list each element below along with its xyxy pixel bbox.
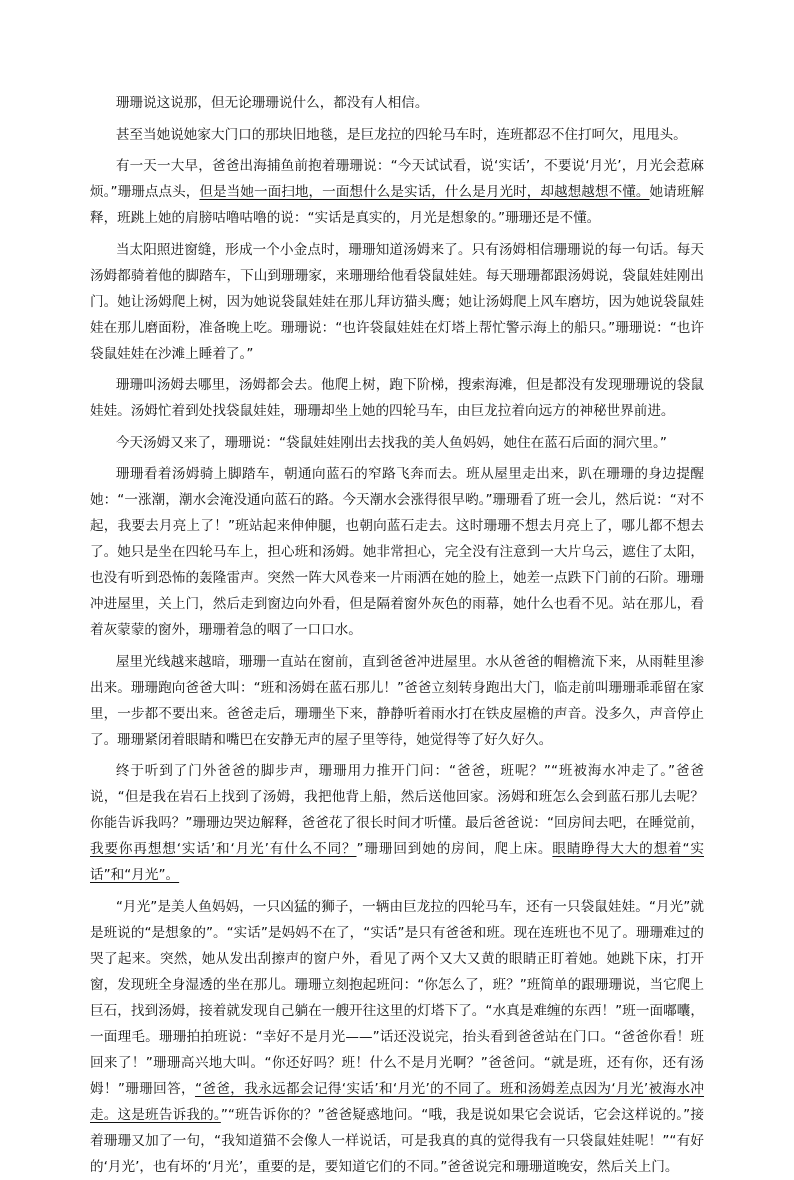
paragraph-text: 屋里光线越来越暗，珊珊一直站在窗前，直到爸爸冲进屋里。水从爸爸的帽檐流下来，从雨鞋里渗出来。珊珊跑向爸爸大叫：“班和汤姆在蓝石那儿！”爸爸立刻转身跑出大门，临走前叫珊珊乖乖留在家里，一步都不要出来。爸爸走后，珊珊坐下来，静静听着雨水打在铁皮屋檐的声音。没多久，声音停止了。珊珊紧闭着眼睛和嘴巴在安静无声的屋子里等待，她觉得等了好久好久。 (90, 653, 704, 748)
paragraph-text: ”珊珊回到她的房间，爬上床。 (356, 841, 553, 857)
paragraph (90, 237, 704, 367)
paragraph (90, 90, 704, 116)
underlined-text: “爸爸，我永远都会记得‘实话’和‘月光’的不同了。班和汤姆差点因为‘月光’被海水冲走。这是班告诉我的。 (90, 1080, 705, 1123)
paragraph-text: 甚至当她说她家大门口的那块旧地毯，是巨龙拉的四轮马车时，连班都忍不住打呵欠，甩甩头。 (115, 126, 687, 143)
paragraph-text: 珊珊看着汤姆骑上脚踏车，朝通向蓝石的窄路飞奔而去。班从屋里走出来，趴在珊珊的身边提醒她：“一涨潮，潮水会淹没通向蓝石的路。今天潮水会涨得很早哟。”珊珊看了班一会儿，然后说：“对不起，我要去月亮上了！”班站起来伸伸腿，也朝向蓝石走去。这时珊珊不想去月亮上了，哪儿都不想去了。她只是坐在四轮马车上，担心班和汤姆。她非常担心，完全没有注意到一大片乌云，遮住了太阳，也没有听到恐怖的轰隆雷声。突然一阵大风卷来一片雨洒在她的脸上，她差一点跌下门前的石阶。珊珊冲进屋里，关上门，然后走到窗边向外看，但是隔着窗外灰色的雨幕，她什么也看不见。站在那儿，看着灰蒙蒙的窗外，珊珊着急的咽了一口口水。 (90, 466, 704, 638)
paragraph-text: 她请班解释，班跳上她的肩膀咕噜咕噜的说：“实话是真实的，月光是想象的。”珊珊还是不懂。 (90, 184, 705, 226)
paragraph-text: 有一天一大早，爸爸出海捕鱼前抱着珊珊说：“今天试试看，说‘实话’，不要说‘月光’，月光会惹麻烦。”珊珊点点头， (90, 158, 704, 200)
paragraph-text: 今天汤姆又来了，珊珊说：“袋鼠娃娃刚出去找我的美人鱼妈妈，她住在蓝石后面的洞穴里。” (115, 434, 667, 451)
paragraph-text: 珊珊说这说那，但无论珊珊说什么，都没有人相信。 (115, 95, 429, 111)
paragraph (90, 122, 704, 148)
underlined-text: 眼睛睁得大大的想着“实话”和“月光”。 (90, 841, 704, 883)
underlined-text: 但是当她一面扫地，一面想什么是实话，什么是月光时，却越想越想不懂。 (199, 184, 650, 200)
paragraph-text: 终于听到了门外爸爸的脚步声，珊珊用力推开门问：“爸爸，班呢？”“班被海水冲走了。”爸爸说，“但是我在岩石上找到了汤姆，我把他背上船，然后送他回家。汤姆和班怎么会到蓝石那儿去呢？你能告诉我吗？”珊珊边哭边解释，爸爸花了很长时间才听懂。最后爸爸说：“回房间去吧，在睡觉前， (90, 763, 704, 831)
paragraph-text: ”“班告诉你的？”爸爸疑惑地问。“哦，我是说如果它会说话，它会这样说的。”接着珊珊又加了一句，“我知道猫不会像人一样说话，可是我真的真的觉得我有一只袋鼠娃娃呢！”“有好的‘月光’，也有坏的‘月光’，重要的是，要知道它们的不同。”爸爸说完和珊珊道晚安，然后关上门。 (90, 1106, 704, 1175)
paragraph (90, 461, 704, 643)
story-body (90, 90, 704, 1180)
paragraph-text: 当太阳照进窗缝，形成一个小金点时，珊珊知道汤姆来了。只有汤姆相信珊珊说的每一句话。每天汤姆都骑着他的脚踏车，下山到珊珊家，来珊珊给他看袋鼠娃娃。每天珊珊都跟汤姆说，袋鼠娃娃刚出门。她让汤姆爬上树，因为她说袋鼠娃娃在那儿拜访猫头鹰；她让汤姆爬上风车磨坊，因为她说袋鼠娃娃在那儿磨面粉，准备晚上吃。珊珊说：“也许袋鼠娃娃在灯塔上帮忙警示海上的船只。”珊珊说：“也许袋鼠娃娃在沙滩上睡着了。” (90, 241, 704, 362)
paragraph-text: 珊珊叫汤姆去哪里，汤姆都会去。他爬上树，跑下阶梯，搜索海滩，但是都没有发现珊珊说的袋鼠娃娃。汤姆忙着到处找袋鼠娃娃，珊珊却坐上她的四轮马车，由巨龙拉着向远方的神秘世界前进。 (90, 377, 704, 419)
paragraph (90, 153, 704, 231)
paragraph (90, 758, 704, 888)
paragraph-text: “月光”是美人鱼妈妈，一只凶猛的狮子，一辆由巨龙拉的四轮马车，还有一只袋鼠娃娃。“月光”就是班说的“是想象的”。“实话”是妈妈不在了，“实话”是只有爸爸和班。现在连班也不见了。珊珊难过的哭了起来。突然，她从发出刮擦声的窗户外，看见了两个又大又黄的眼睛正盯着她。她跳下床，打开窗，发现班全身湿透的坐在那儿。珊珊立刻抱起班问：“你怎么了，班？”班简单的跟珊珊说，当它爬上巨石，找到汤姆，接着就发现自己躺在一艘开往这里的灯塔下了。“水真是难缠的东西！”班一面嘟囔，一面理毛。珊珊拍拍班说：“幸好不是月光——”话还没说完，抬头看到爸爸站在门口。“爸爸你看！班回来了！”珊珊高兴地大叫。“你还好吗？班！什么不是月光啊？”爸爸问。“就是班，还有你，还有汤姆！”珊珊回答， (90, 898, 704, 1097)
paragraph (90, 372, 704, 424)
paragraph (90, 430, 704, 456)
paragraph (90, 894, 704, 1180)
underlined-text: 我要你再想想‘实话’和‘月光’有什么不同？ (90, 841, 357, 857)
paragraph (90, 649, 704, 753)
